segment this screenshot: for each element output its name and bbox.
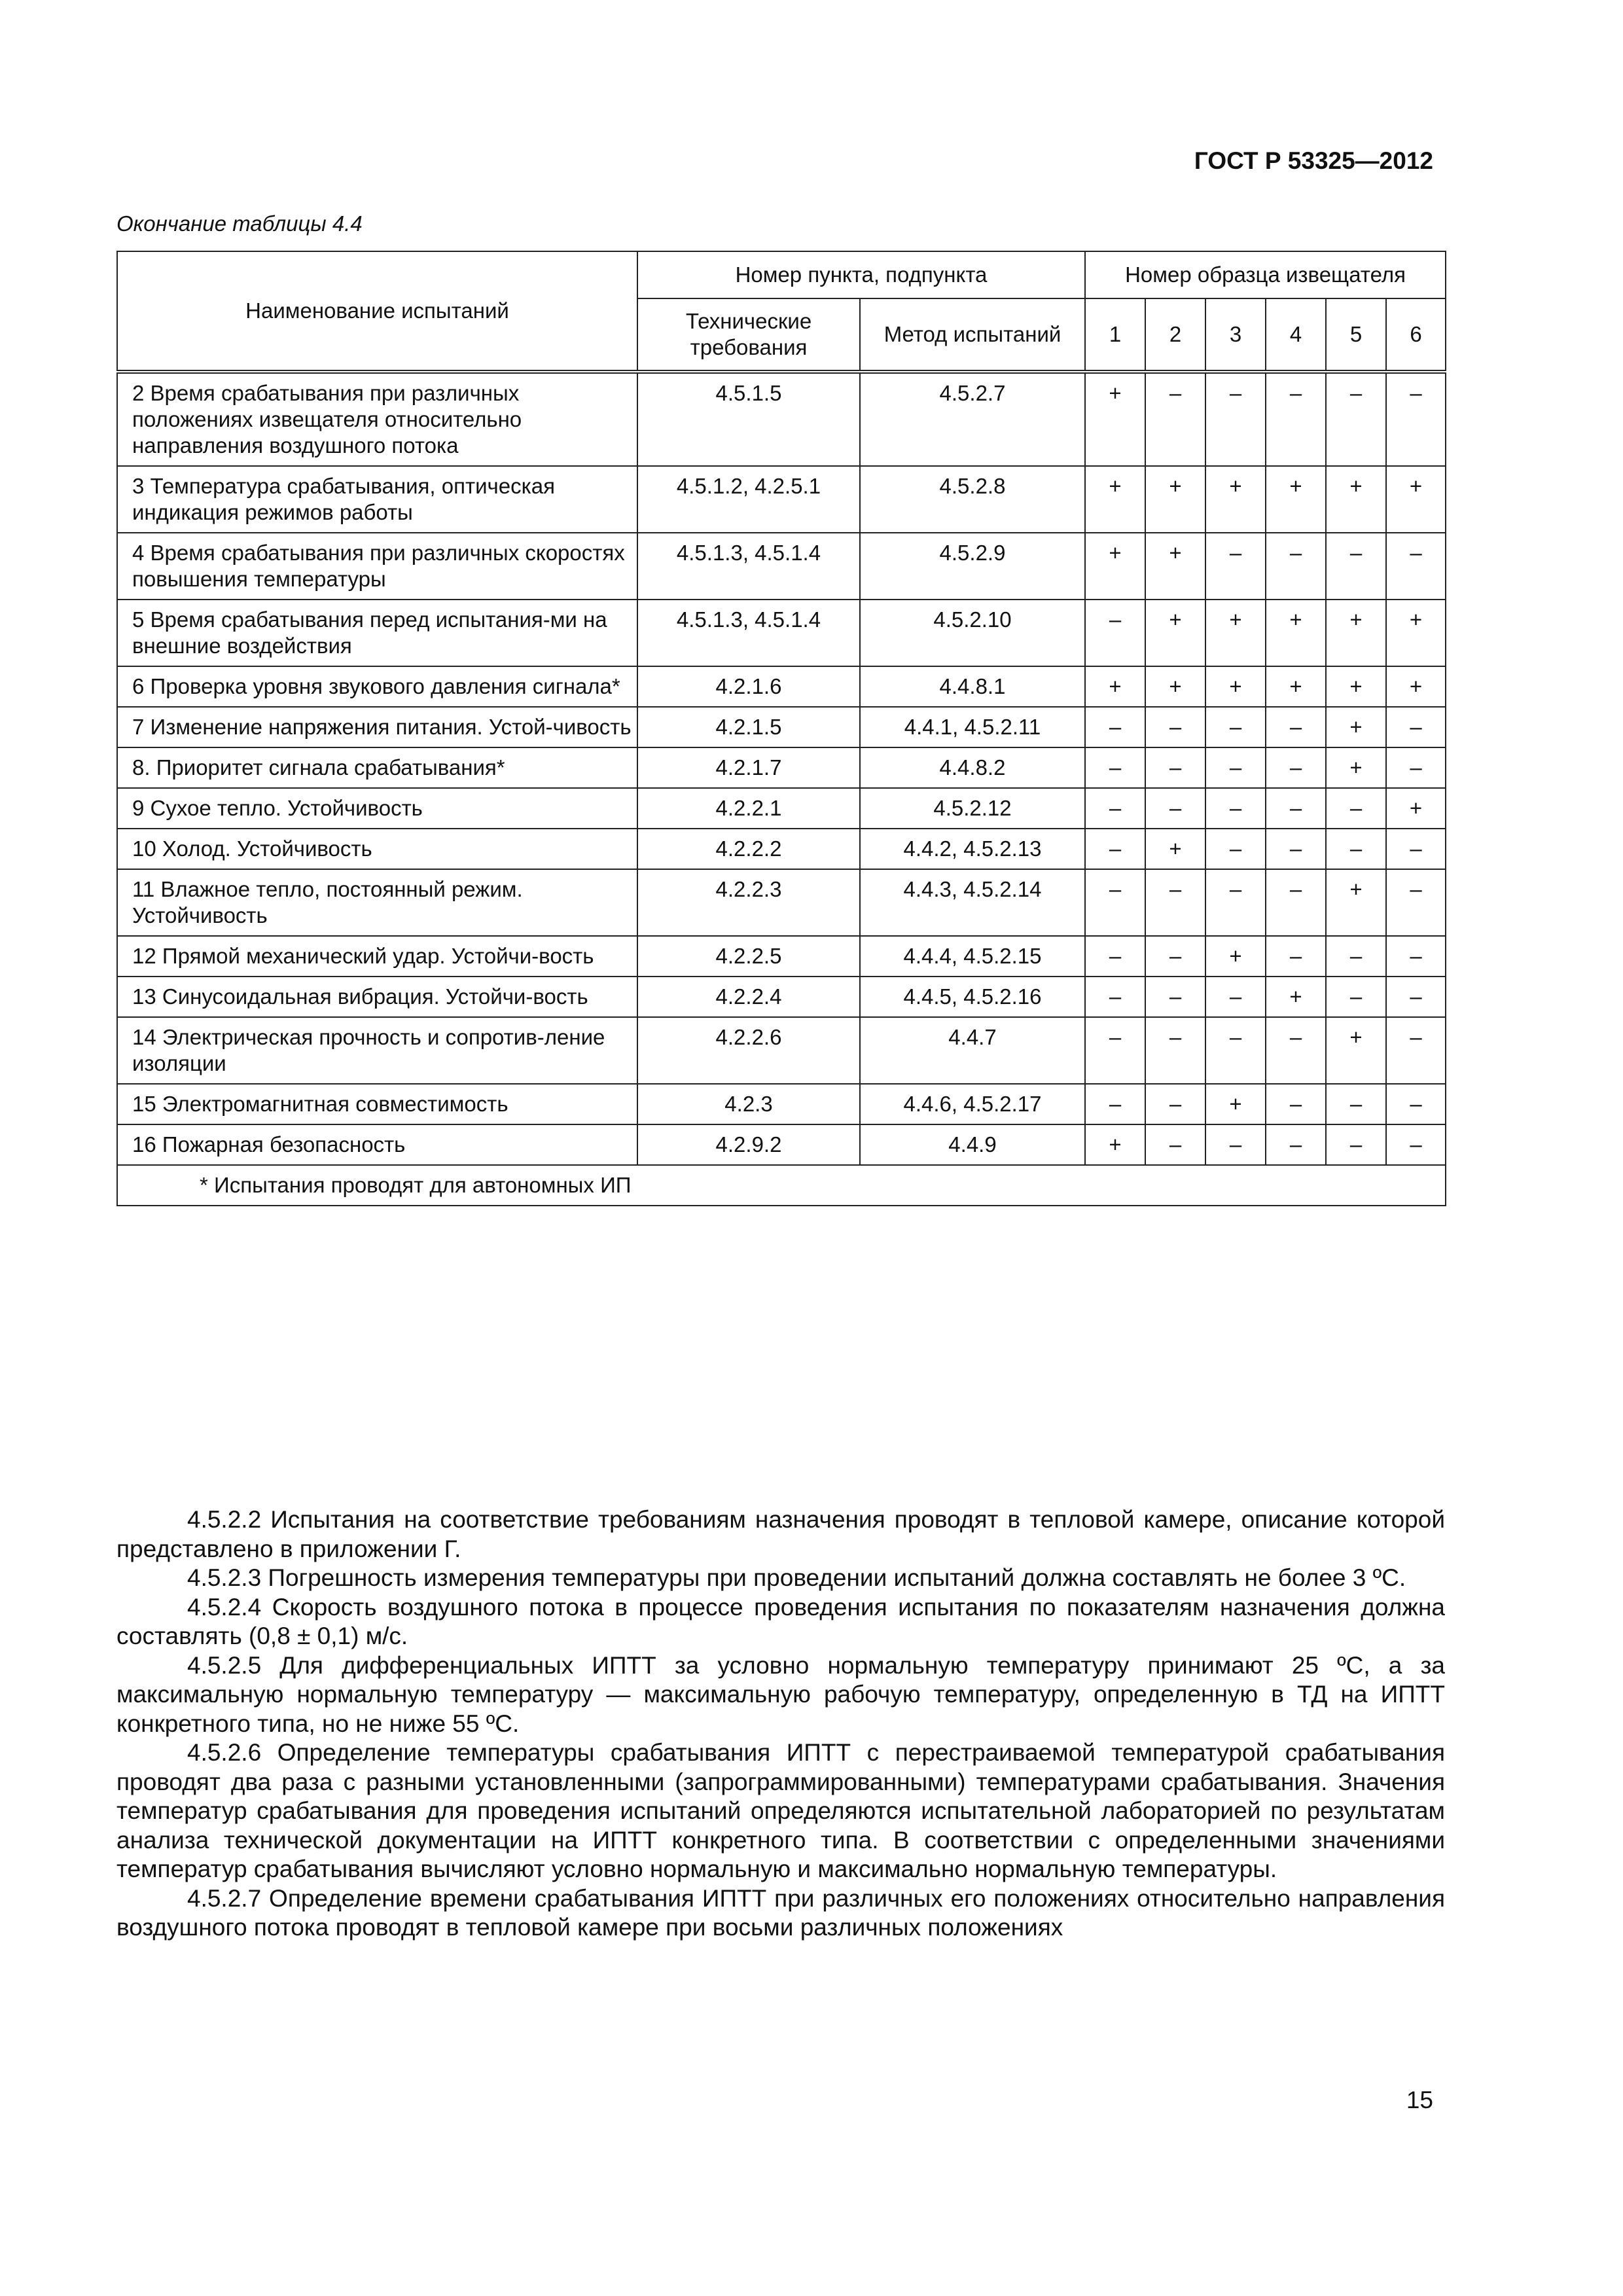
sample-mark-cell: + bbox=[1205, 1084, 1266, 1124]
method-cell: 4.4.8.2 bbox=[860, 747, 1085, 788]
tech-req-cell: 4.2.2.1 bbox=[637, 788, 860, 829]
sample-mark-cell: – bbox=[1266, 707, 1326, 747]
sample-mark-cell: + bbox=[1386, 666, 1446, 707]
sample-mark-cell: – bbox=[1266, 788, 1326, 829]
tech-req-cell: 4.2.2.3 bbox=[637, 869, 860, 936]
sample-mark-cell: – bbox=[1326, 977, 1386, 1017]
tech-req-cell: 4.2.2.5 bbox=[637, 936, 860, 977]
sample-mark-cell: + bbox=[1266, 600, 1326, 666]
sample-mark-cell: – bbox=[1386, 977, 1446, 1017]
test-name-cell: 9 Сухое тепло. Устойчивость bbox=[117, 788, 637, 829]
sample-mark-cell: – bbox=[1386, 707, 1446, 747]
tech-req-cell: 4.5.1.3, 4.5.1.4 bbox=[637, 600, 860, 666]
test-name-cell: 16 Пожарная безопасность bbox=[117, 1124, 637, 1165]
sample-mark-cell: – bbox=[1386, 747, 1446, 788]
col-header-tech-req: Технические требования bbox=[637, 298, 860, 372]
test-name-cell: 12 Прямой механический удар. Устойчи-вость bbox=[117, 936, 637, 977]
sample-mark-cell: + bbox=[1145, 600, 1205, 666]
sample-mark-cell: + bbox=[1386, 600, 1446, 666]
sample-mark-cell: – bbox=[1205, 1017, 1266, 1084]
col-header-clause: Номер пункта, подпункта bbox=[637, 251, 1085, 298]
method-cell: 4.4.5, 4.5.2.16 bbox=[860, 977, 1085, 1017]
col-header-sample-2: 2 bbox=[1145, 298, 1205, 372]
sample-mark-cell: + bbox=[1085, 666, 1145, 707]
page-number: 15 bbox=[1406, 2087, 1433, 2113]
sample-mark-cell: + bbox=[1145, 666, 1205, 707]
sample-mark-cell: – bbox=[1386, 1084, 1446, 1124]
table-row bbox=[117, 466, 1446, 533]
sample-mark-cell: + bbox=[1145, 829, 1205, 869]
sample-mark-cell: + bbox=[1266, 666, 1326, 707]
sample-mark-cell: – bbox=[1266, 1017, 1326, 1084]
test-name-cell: 10 Холод. Устойчивость bbox=[117, 829, 637, 869]
sample-mark-cell: – bbox=[1266, 1124, 1326, 1165]
sample-mark-cell: – bbox=[1205, 788, 1266, 829]
sample-mark-cell: – bbox=[1085, 747, 1145, 788]
sample-mark-cell: + bbox=[1085, 466, 1145, 533]
test-name-cell: 6 Проверка уровня звукового давления сигнала* bbox=[117, 666, 637, 707]
method-cell: 4.4.1, 4.5.2.11 bbox=[860, 707, 1085, 747]
method-cell: 4.4.2, 4.5.2.13 bbox=[860, 829, 1085, 869]
method-cell: 4.4.9 bbox=[860, 1124, 1085, 1165]
sample-mark-cell: – bbox=[1266, 1084, 1326, 1124]
clause-paragraph: 4.5.2.2 Испытания на соответствие требованиям назначения проводят в тепловой камере, описание которой представлено в приложении Г. bbox=[116, 1506, 1445, 1562]
sample-mark-cell: + bbox=[1205, 466, 1266, 533]
sample-mark-cell: + bbox=[1326, 747, 1386, 788]
tech-req-cell: 4.2.1.7 bbox=[637, 747, 860, 788]
method-cell: 4.5.2.7 bbox=[860, 372, 1085, 466]
table-caption: Окончание таблицы 4.4 bbox=[116, 211, 363, 236]
tech-req-cell: 4.2.1.5 bbox=[637, 707, 860, 747]
standard-code: ГОСТ Р 53325—2012 bbox=[1194, 147, 1433, 174]
sample-mark-cell: – bbox=[1145, 707, 1205, 747]
table-row bbox=[117, 1084, 1446, 1124]
method-cell: 4.4.8.1 bbox=[860, 666, 1085, 707]
sample-mark-cell: + bbox=[1205, 600, 1266, 666]
sample-mark-cell: – bbox=[1386, 533, 1446, 600]
sample-mark-cell: – bbox=[1266, 936, 1326, 977]
test-name-cell: 7 Изменение напряжения питания. Устой-чивость bbox=[117, 707, 637, 747]
sample-mark-cell: – bbox=[1205, 372, 1266, 466]
col-header-sample-3: 3 bbox=[1205, 298, 1266, 372]
sample-mark-cell: – bbox=[1386, 1124, 1446, 1165]
sample-mark-cell: – bbox=[1386, 869, 1446, 936]
table-row bbox=[117, 869, 1446, 936]
col-header-sample-5: 5 bbox=[1326, 298, 1386, 372]
method-cell: 4.4.4, 4.5.2.15 bbox=[860, 936, 1085, 977]
sample-mark-cell: – bbox=[1145, 977, 1205, 1017]
sample-mark-cell: – bbox=[1266, 869, 1326, 936]
table-row bbox=[117, 600, 1446, 666]
test-name-cell: 5 Время срабатывания перед испытания-ми на внешние воздействия bbox=[117, 600, 637, 666]
sample-mark-cell: – bbox=[1205, 747, 1266, 788]
sample-mark-cell: – bbox=[1085, 1084, 1145, 1124]
sample-mark-cell: – bbox=[1145, 936, 1205, 977]
col-header-method: Метод испытаний bbox=[860, 298, 1085, 372]
sample-mark-cell: – bbox=[1085, 977, 1145, 1017]
test-name-cell: 14 Электрическая прочность и сопротив-ление изоляции bbox=[117, 1017, 637, 1084]
col-header-sample-4: 4 bbox=[1266, 298, 1326, 372]
sample-mark-cell: – bbox=[1326, 1084, 1386, 1124]
method-cell: 4.5.2.8 bbox=[860, 466, 1085, 533]
sample-mark-cell: + bbox=[1386, 466, 1446, 533]
method-cell: 4.4.3, 4.5.2.14 bbox=[860, 869, 1085, 936]
sample-mark-cell: + bbox=[1326, 1017, 1386, 1084]
sample-mark-cell: – bbox=[1205, 829, 1266, 869]
test-table bbox=[116, 251, 1446, 1206]
sample-mark-cell: – bbox=[1145, 869, 1205, 936]
sample-mark-cell: + bbox=[1085, 533, 1145, 600]
sample-mark-cell: + bbox=[1326, 466, 1386, 533]
sample-mark-cell: – bbox=[1326, 829, 1386, 869]
col-header-name: Наименование испытаний bbox=[117, 251, 637, 372]
method-cell: 4.5.2.10 bbox=[860, 600, 1085, 666]
sample-mark-cell: + bbox=[1205, 936, 1266, 977]
tech-req-cell: 4.2.3 bbox=[637, 1084, 860, 1124]
table-row bbox=[117, 747, 1446, 788]
clause-paragraph: 4.5.2.3 Погрешность измерения температуры при проведении испытаний должна составлять не более 3 ºС. bbox=[187, 1564, 1406, 1591]
tech-req-cell: 4.2.2.4 bbox=[637, 977, 860, 1017]
sample-mark-cell: – bbox=[1386, 1017, 1446, 1084]
test-name-cell: 3 Температура срабатывания, оптическая индикация режимов работы bbox=[117, 466, 637, 533]
sample-mark-cell: – bbox=[1085, 829, 1145, 869]
table-row bbox=[117, 788, 1446, 829]
sample-mark-cell: – bbox=[1266, 747, 1326, 788]
table-row bbox=[117, 1124, 1446, 1165]
sample-mark-cell: + bbox=[1326, 869, 1386, 936]
sample-mark-cell: – bbox=[1145, 747, 1205, 788]
table-row bbox=[117, 666, 1446, 707]
test-name-cell: 11 Влажное тепло, постоянный режим. Устойчивость bbox=[117, 869, 637, 936]
sample-mark-cell: + bbox=[1386, 788, 1446, 829]
sample-mark-cell: – bbox=[1266, 829, 1326, 869]
sample-mark-cell: – bbox=[1326, 1124, 1386, 1165]
tech-req-cell: 4.2.2.2 bbox=[637, 829, 860, 869]
col-header-samples: Номер образца извещателя bbox=[1085, 251, 1446, 298]
col-header-sample-1: 1 bbox=[1085, 298, 1145, 372]
sample-mark-cell: – bbox=[1386, 372, 1446, 466]
sample-mark-cell: + bbox=[1326, 707, 1386, 747]
sample-mark-cell: – bbox=[1085, 1017, 1145, 1084]
sample-mark-cell: + bbox=[1326, 600, 1386, 666]
table-row bbox=[117, 977, 1446, 1017]
sample-mark-cell: – bbox=[1205, 977, 1266, 1017]
tech-req-cell: 4.2.2.6 bbox=[637, 1017, 860, 1084]
clause-paragraph: 4.5.2.4 Скорость воздушного потока в процессе проведения испытания по показателям назначения должна составлять (0,8 ± 0,1) м/с. bbox=[116, 1593, 1445, 1649]
sample-mark-cell: – bbox=[1266, 533, 1326, 600]
tech-req-cell: 4.2.9.2 bbox=[637, 1124, 860, 1165]
sample-mark-cell: – bbox=[1205, 1124, 1266, 1165]
sample-mark-cell: – bbox=[1085, 600, 1145, 666]
table-footnote: * Испытания проводят для автономных ИП bbox=[117, 1165, 1446, 1206]
sample-mark-cell: – bbox=[1205, 533, 1266, 600]
clause-paragraph: 4.5.2.5 Для дифференциальных ИПТТ за условно нормальную температуру принимают 25 ºС, а за максимальную нормальную температуру — максимальную рабочую температуру, определенную в ТД на ИПТТ конкретного типа, но не ниже 55 ºС. bbox=[116, 1651, 1445, 1737]
clause-paragraph: 4.5.2.6 Определение температуры срабатывания ИПТТ с перестраиваемой температурой срабатывания проводят два раза с разными установленными (запрограммированными) температурами срабатывания. Значения температур срабатывания для проведения испытаний определяются испытательной лабораторией по результатам анализа технической документации на ИПТТ конкретного типа. В соответствии с определенными значениями температур срабатывания вычисляют условно нормальную и максимально нормальную температуры. bbox=[116, 1739, 1445, 1882]
method-cell: 4.5.2.9 bbox=[860, 533, 1085, 600]
sample-mark-cell: – bbox=[1326, 936, 1386, 977]
method-cell: 4.5.2.12 bbox=[860, 788, 1085, 829]
tech-req-cell: 4.5.1.5 bbox=[637, 372, 860, 466]
table-row bbox=[117, 829, 1446, 869]
sample-mark-cell: – bbox=[1085, 869, 1145, 936]
method-cell: 4.4.7 bbox=[860, 1017, 1085, 1084]
test-name-cell: 15 Электромагнитная совместимость bbox=[117, 1084, 637, 1124]
sample-mark-cell: – bbox=[1326, 533, 1386, 600]
sample-mark-cell: – bbox=[1145, 372, 1205, 466]
test-name-cell: 4 Время срабатывания при различных скоростях повышения температуры bbox=[117, 533, 637, 600]
sample-mark-cell: – bbox=[1085, 788, 1145, 829]
sample-mark-cell: – bbox=[1145, 1084, 1205, 1124]
sample-mark-cell: + bbox=[1326, 666, 1386, 707]
sample-mark-cell: + bbox=[1205, 666, 1266, 707]
tech-req-cell: 4.5.1.2, 4.2.5.1 bbox=[637, 466, 860, 533]
body-text bbox=[116, 1505, 1445, 1943]
sample-mark-cell: + bbox=[1145, 466, 1205, 533]
sample-mark-cell: – bbox=[1326, 372, 1386, 466]
sample-mark-cell: – bbox=[1085, 707, 1145, 747]
sample-mark-cell: – bbox=[1205, 869, 1266, 936]
col-header-sample-6: 6 bbox=[1386, 298, 1446, 372]
method-cell: 4.4.6, 4.5.2.17 bbox=[860, 1084, 1085, 1124]
sample-mark-cell: + bbox=[1085, 372, 1145, 466]
sample-mark-cell: – bbox=[1386, 936, 1446, 977]
sample-mark-cell: + bbox=[1266, 466, 1326, 533]
test-name-cell: 13 Синусоидальная вибрация. Устойчи-вость bbox=[117, 977, 637, 1017]
clause-paragraph: 4.5.2.7 Определение времени срабатывания ИПТТ при различных его положениях относительно направления воздушного потока проводят в тепловой камере при восьми различных положениях bbox=[116, 1884, 1445, 1941]
footnote-row bbox=[117, 1165, 1446, 1206]
sample-mark-cell: – bbox=[1145, 1017, 1205, 1084]
test-name-cell: 2 Время срабатывания при различных положениях извещателя относительно направления воздушного потока bbox=[117, 372, 637, 466]
sample-mark-cell: + bbox=[1145, 533, 1205, 600]
sample-mark-cell: – bbox=[1205, 707, 1266, 747]
table-row bbox=[117, 936, 1446, 977]
sample-mark-cell: – bbox=[1386, 829, 1446, 869]
sample-mark-cell: – bbox=[1326, 788, 1386, 829]
test-name-cell: 8. Приоритет сигнала срабатывания* bbox=[117, 747, 637, 788]
sample-mark-cell: + bbox=[1266, 977, 1326, 1017]
tech-req-cell: 4.5.1.3, 4.5.1.4 bbox=[637, 533, 860, 600]
sample-mark-cell: + bbox=[1085, 1124, 1145, 1165]
sample-mark-cell: – bbox=[1266, 372, 1326, 466]
table-row bbox=[117, 1017, 1446, 1084]
sample-mark-cell: – bbox=[1085, 936, 1145, 977]
table-row bbox=[117, 533, 1446, 600]
sample-mark-cell: – bbox=[1145, 1124, 1205, 1165]
tech-req-cell: 4.2.1.6 bbox=[637, 666, 860, 707]
table-row bbox=[117, 707, 1446, 747]
sample-mark-cell: – bbox=[1145, 788, 1205, 829]
table-row bbox=[117, 372, 1446, 466]
